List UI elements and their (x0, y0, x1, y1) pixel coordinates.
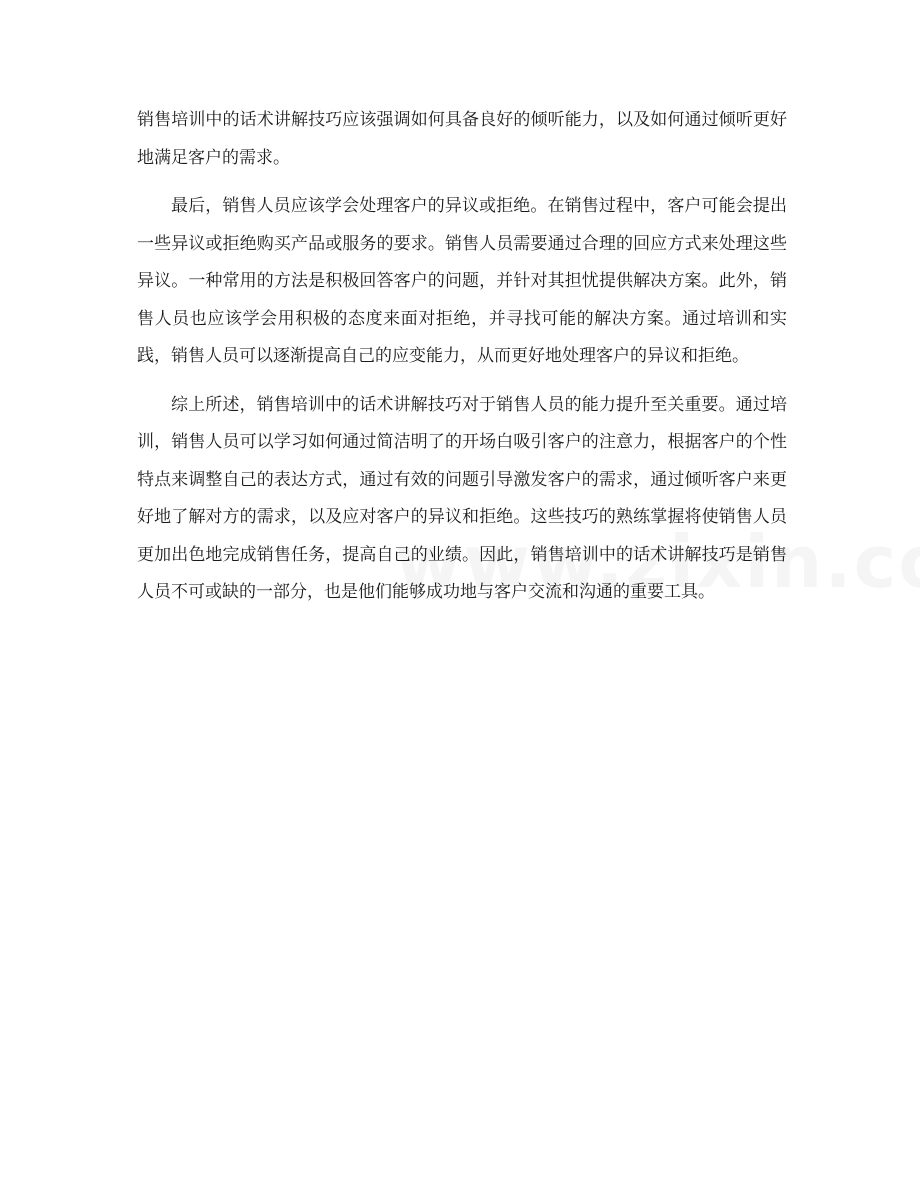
paragraph-summary: 综上所述，销售培训中的话术讲解技巧对于销售人员的能力提升至关重要。通过培训，销售人员可以学习如何通过简洁明了的开场白吸引客户的注意力，根据客户的个性特点来调整自己的表达方式，通过有效的问题引导激发客户的需求，通过倾听客户来更好地了解对方的需求，以及应对客户的异议和拒绝。这些技巧的熟练掌握将使销售人员更加出色地完成销售任务，提高自己的业绩。因此，销售培训中的话术讲解技巧是销售人员不可或缺的一部分，也是他们能够成功地与客户交流和沟通的重要工具。 (137, 394, 787, 602)
paragraph-continuation: 销售培训中的话术讲解技巧应该强调如何具备良好的倾听能力，以及如何通过倾听更好地满足客户的需求。 (137, 110, 787, 168)
paragraph-objections: 最后，销售人员应该学会处理客户的异议或拒绝。在销售过程中，客户可能会提出一些异议或拒绝购买产品或服务的要求。销售人员需要通过合理的回应方式来处理这些异议。一种常用的方法是积极回答客户的问题，并针对其担忧提供解决方案。此外，销售人员也应该学会用积极的态度来面对拒绝，并寻找可能的解决方案。通过培训和实践，销售人员可以逐渐提高自己的应变能力，从而更好地处理客户的异议和拒绝。 (137, 196, 787, 366)
watermark (395, 520, 920, 604)
